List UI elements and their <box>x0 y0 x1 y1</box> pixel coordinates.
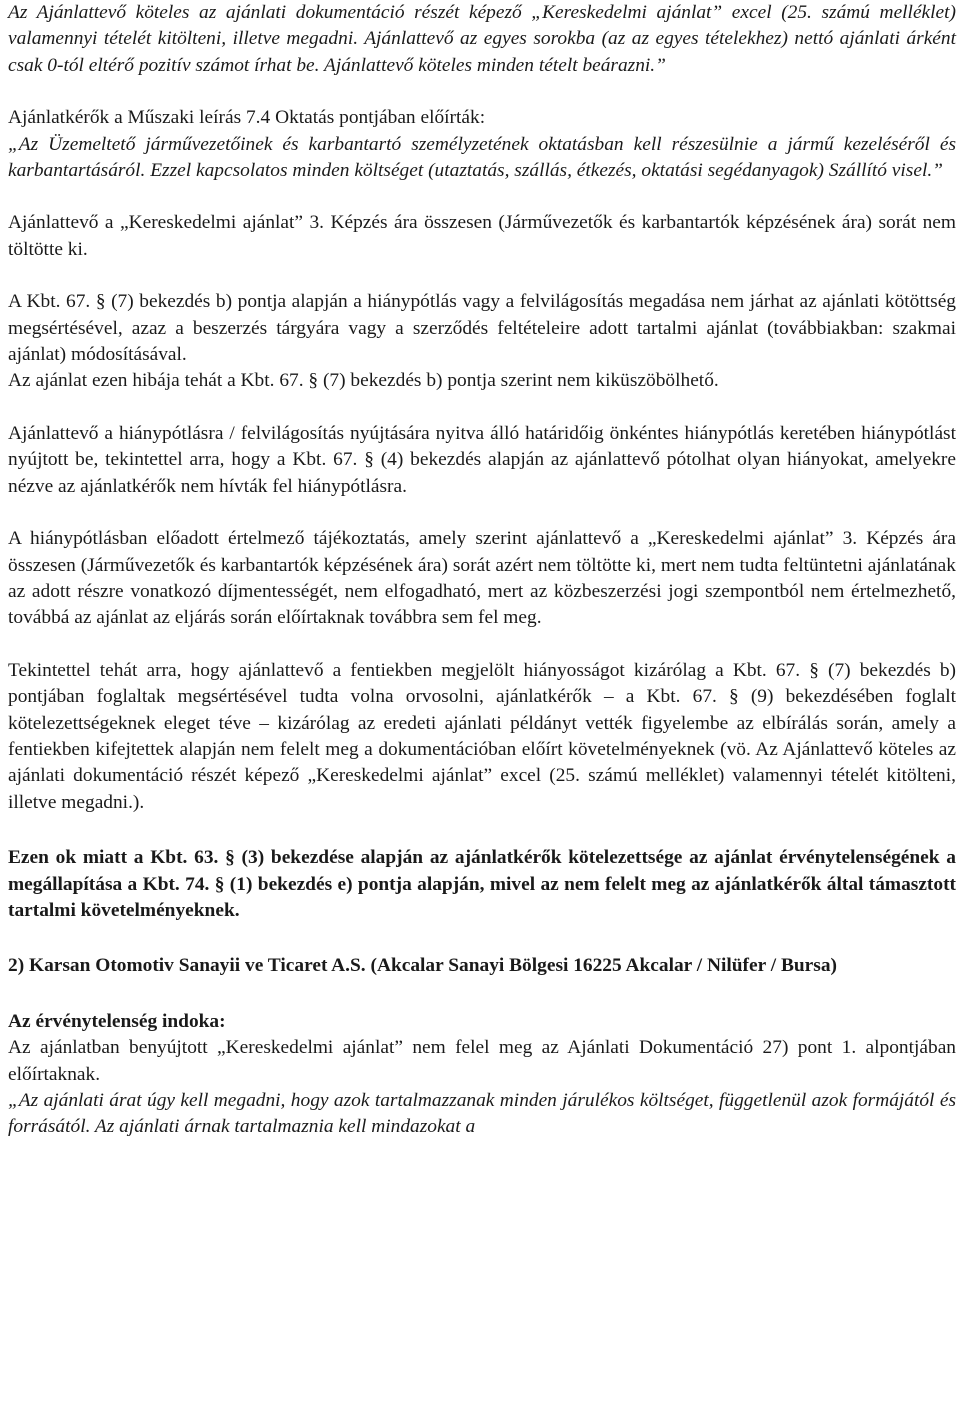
heading-ervenytelenseg-indoka: Az érvénytelenség indoka: <box>8 1010 226 1032</box>
section-heading-karsan: 2) Karsan Otomotiv Sanayii ve Ticaret A.S. (Akcalar Sanayi Bölgesi 16225 Akcalar / Nilüfer / Bursa) <box>8 955 837 977</box>
paragraph-tekintettel: Tekintettel tehát arra, hogy ajánlattevő a fentiekben megjelölt hiányosságot kizárólag a Kbt. 67. § (7) bekezdés b) pontjában foglaltak megsértésével tudta volna orvosolni, ajánlatkérők – a Kbt. 67. § (9) bekezdésében foglalt kötelezettségeknek eleget téve – kizárólag az eredeti ajánlati példányt vették figyelembe az elbírálás során, amely a fentiekben kifejtettek alapján nem felelt meg a dokumentációban előírt követelményeknek (vö. Az Ajánlattevő köteles az ajánlati dokumentáció részét képező „Kereskedelmi ajánlat” excel (25. számú melléklet) valamennyi tételét kitölteni, illetve megadni.). <box>8 659 956 813</box>
paragraph-ajanlati-dokumentacio: Az ajánlatban benyújtott „Kereskedelmi ajánlat” nem felel meg az Ajánlati Dokumentáció 27) pont 1. alpontjában előírtaknak. <box>8 1037 956 1085</box>
paragraph-nem-kikuszobolheto: Az ajánlat ezen hibája tehát a Kbt. 67. § (7) bekezdés b) pontja szerint nem kiküszöbölhető. <box>8 370 719 392</box>
paragraph-muszaki-leiras-intro: Ajánlatkérők a Műszaki leírás 7.4 Oktatás pontjában előírták: <box>8 107 486 129</box>
paragraph-ertelmezo-tajekoztatas: A hiánypótlásban előadott értelmező tájékoztatás, amely szerint ajánlattevő a „Kereskedelmi ajánlat” 3. Képzés ára összesen (Járművezetők és karbantartók képzésének ára) sorát azért nem töltötte ki, mert nem tudta feltüntetni ajánlatának az adott részre vonatkozó díjmentességét, nem elfogadható, mert az közbeszerzési jogi szempontból nem értelmezhető, továbbá az ajánlat az eljárás során előírtaknak továbbra sem fel meg. <box>8 528 956 629</box>
paragraph-kbt-67-7b: A Kbt. 67. § (7) bekezdés b) pontja alapján a hiánypótlás vagy a felvilágosítás megadása nem járhat az ajánlati kötöttség megsértésével, azaz a beszerzés tárgyára vagy a szerződés feltételeire adott tartalmi ajánlat (továbbiakban: szakmai ajánlat) módosításával. <box>8 291 956 366</box>
paragraph-ajanlati-ar-quote: „Az ajánlati árat úgy kell megadni, hogy azok tartalmazzanak minden járulékos költséget, függetlenül azok formájától és forrásától. Az ajánlati árnak tartalmaznia kell mindazokat a <box>8 1090 956 1138</box>
document-page <box>8 0 956 1141</box>
paragraph-onkentes-hianypotlas: Ajánlattevő a hiánypótlásra / felvilágosítás nyújtására nyitva álló határidőig önkéntes hiánypótlás keretében hiánypótlást nyújtott be, tekintettel arra, hogy a Kbt. 67. § (4) bekezdés alapján az ajánlattevő pótolhat olyan hiányokat, amelyekre nézve az ajánlatkérők nem hívták fel hiánypótlásra. <box>8 422 956 497</box>
paragraph-ervenytelenseg-conclusion: Ezen ok miatt a Kbt. 63. § (3) bekezdése alapján az ajánlatkérők kötelezettsége az ajánlat érvénytelenségének a megállapítása a Kbt. 74. § (1) bekezdés e) pontja alapján, mivel az nem felelt meg az ajánlatkérők által támasztott tartalmi követelményeknek. <box>8 847 956 921</box>
paragraph-kereskedelmi-quote-end: Az Ajánlattevő köteles az ajánlati dokumentáció részét képező „Kereskedelmi ajánlat” excel (25. számú melléklet) valamennyi tételét kitölteni, illetve megadni. Ajánlattevő az egyes sorokba (az az egyes tételekhez) nettó ajánlati árként csak 0-tól eltérő pozitív számot írhat be. Ajánlattevő köteles minden tételt beárazni.” <box>8 2 956 76</box>
paragraph-kepzes-ara: Ajánlattevő a „Kereskedelmi ajánlat” 3. Képzés ára összesen (Járművezetők és karbantartók képzésének ára) sorát nem töltötte ki. <box>8 212 956 260</box>
paragraph-oktatas-quote: „Az Üzemeltető járművezetőinek és karbantartó személyzetének oktatásban kell részesülnie a jármű kezeléséről és karbantartásáról. Ezzel kapcsolatos minden költséget (utaztatás, szállás, étkezés, oktatási segédanyagok) Szállító visel.” <box>8 133 956 182</box>
